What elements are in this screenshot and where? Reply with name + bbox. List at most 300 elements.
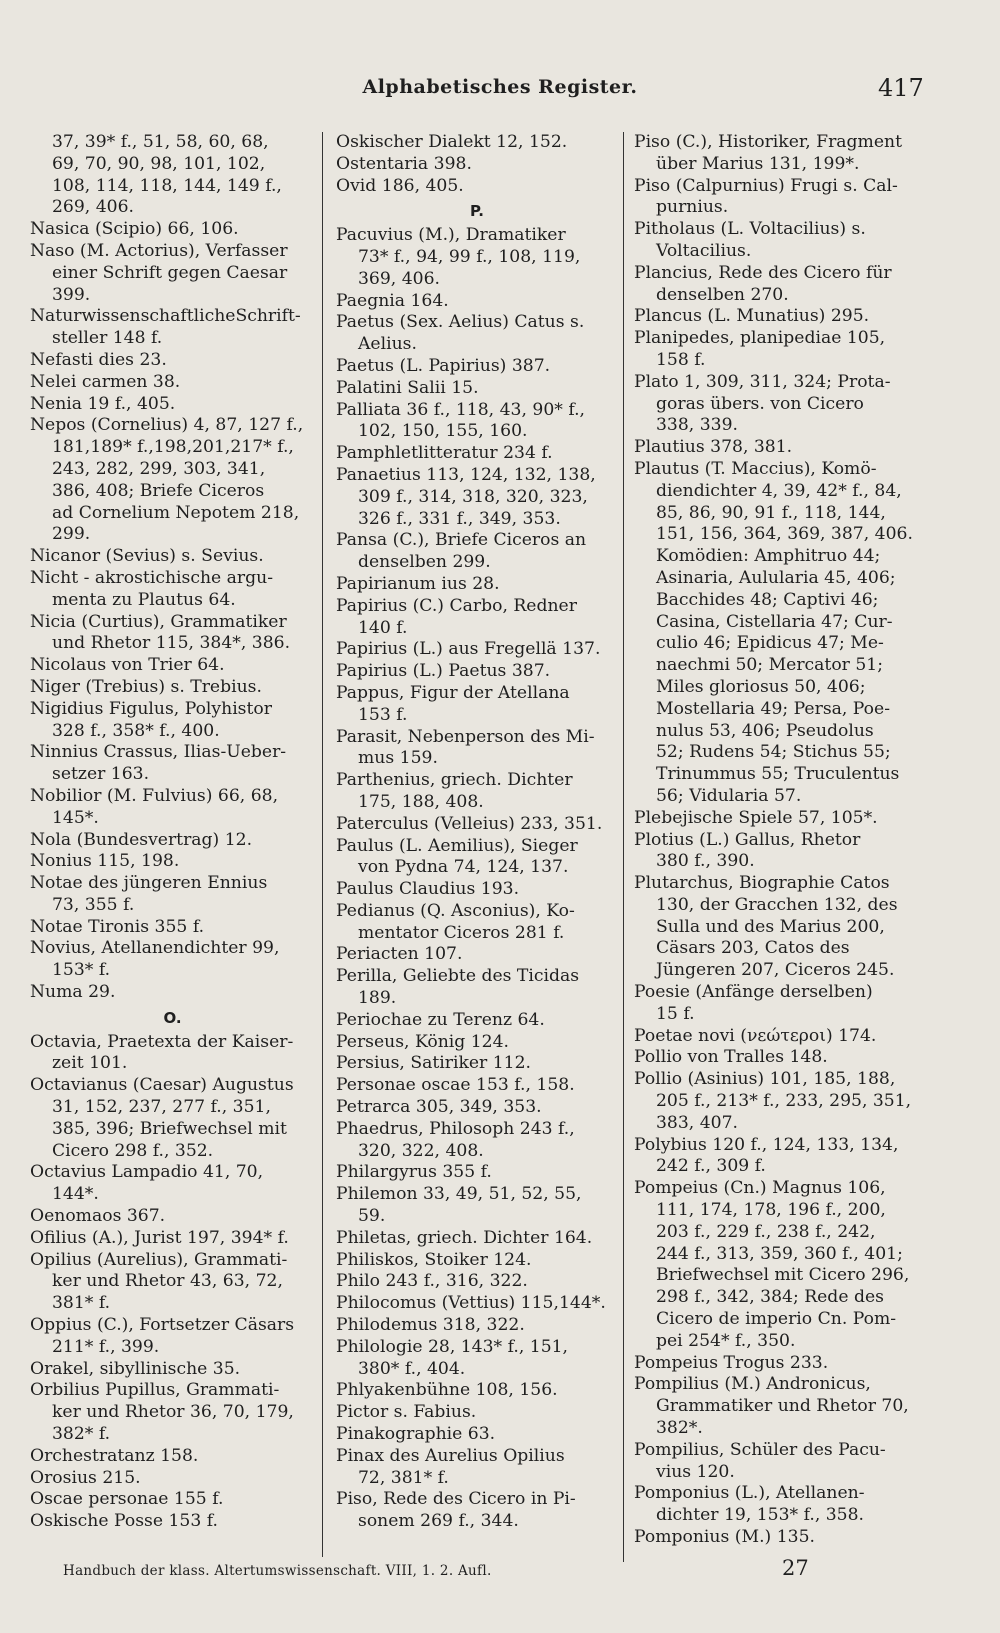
index-entry [634,1026,934,1048]
entry-line: Nobilior (M. Fulvius) 66, 68, [30,785,279,806]
entry-line: Plebejische Spiele 57, 105*. [634,807,878,828]
index-entry [336,639,618,661]
index-entry [336,727,618,771]
entry-line: 205 f., 213* f., 233, 295, 351, [656,1091,912,1112]
entry-line: Poetae novi (νεώτεροι) 174. [634,1025,877,1046]
index-entry [336,1075,618,1097]
entry-line: 158 f. [656,349,706,370]
index-entry [634,263,934,307]
index-entry [634,372,934,437]
entry-line: Orakel, sibyllinische 35. [30,1358,241,1379]
entry-line: 153 f. [358,704,408,725]
entry-line: Nepos (Cornelius) 4, 87, 127 f., [30,415,304,436]
index-entry [336,574,618,596]
entry-line: Parasit, Nebenperson des Mi- [336,726,595,747]
index-entry [30,1315,315,1359]
entry-line: 56; Vidularia 57. [656,785,802,806]
index-entry [634,437,934,459]
index-entry [634,1527,934,1549]
entry-line: 380 f., 390. [656,851,755,872]
entry-line: Philemon 33, 49, 51, 52, 55, [336,1184,582,1205]
index-entry [634,830,934,874]
entry-line: Jüngeren 207, Ciceros 245. [656,960,895,981]
entry-line: Palatini Salii 15. [336,377,479,398]
entry-line: Pompeius (Cn.) Magnus 106, [634,1178,886,1199]
entry-line: Pollio (Asinius) 101, 185, 188, [634,1069,896,1090]
entry-line: naechmi 50; Mercator 51; [656,655,884,676]
index-entry [634,176,934,220]
index-entry [634,808,934,830]
entry-line: Niger (Trebius) s. Trebius. [30,676,262,697]
index-entry [30,699,315,743]
entry-line: Polybius 120 f., 124, 133, 134, [634,1134,899,1155]
index-entry [30,1511,315,1533]
entry-line: Nicht - akrostichische argu- [30,567,274,588]
entry-line: Periochae zu Terenz 64. [336,1009,545,1030]
index-entry [30,546,315,568]
entry-line: Pitholaus (L. Voltacilius) s. [634,219,866,240]
index-entry [336,1315,618,1337]
index-entry [634,459,934,546]
entry-line: Paterculus (Velleius) 233, 351. [336,813,603,834]
index-entry [634,1135,934,1179]
entry-line: steller 148 f. [52,328,163,349]
entry-line: 145*. [52,807,99,828]
index-entry [336,683,618,727]
entry-line: 72, 381* f. [358,1467,449,1488]
entry-line: Nonius 115, 198. [30,851,180,872]
entry-line: Cicero de imperio Cn. Pom- [656,1309,897,1330]
entry-line: Papirianum ius 28. [336,573,500,594]
entry-line: 130, der Gracchen 132, des [656,894,898,915]
entry-line: 211* f., 399. [52,1336,160,1357]
entry-line: O. [163,1008,182,1027]
entry-line: 151, 156, 364, 369, 387, 406. [656,524,913,545]
index-column-middle [336,132,618,1533]
entry-line: Pompilius (M.) Andronicus, [634,1374,871,1395]
entry-line: Nicanor (Sevius) s. Sevius. [30,546,264,567]
entry-line: Nenia 19 f., 405. [30,393,176,414]
entry-line: Novius, Atellanendichter 99, [30,938,280,959]
entry-line: Paulus Claudius 193. [336,879,520,900]
index-entry [634,1047,934,1069]
index-entry [336,1010,618,1032]
entry-line: über Marius 131, 199*. [656,153,860,174]
entry-line: 144*. [52,1184,99,1205]
index-entry [634,1483,934,1527]
entry-line: menta zu Plautus 64. [52,589,236,610]
entry-line: Pinakographie 63. [336,1424,496,1445]
entry-line: Pictor s. Fabius. [336,1402,477,1423]
entry-line: Paetus (L. Papirius) 387. [336,355,551,376]
entry-line: Pomponius (L.), Atellanen- [634,1483,865,1504]
index-entry [30,1489,315,1511]
section-letter [336,201,618,223]
index-entry [336,770,618,814]
index-entry [30,786,315,830]
entry-line: Poesie (Anfänge derselben) [634,982,873,1003]
entry-line: 73* f., 94, 99 f., 108, 119, [358,246,581,267]
index-entry [336,596,618,640]
entry-line: 269, 406. [52,197,135,218]
entry-line: zeit 101. [52,1053,128,1074]
index-entry [336,225,618,290]
entry-line: 140 f. [358,617,408,638]
entry-line: Philargyrus 355 f. [336,1162,492,1183]
entry-line: dichter 19, 153* f., 358. [656,1505,865,1526]
index-entry [336,944,618,966]
index-entry [30,1446,315,1468]
index-entry [336,465,618,530]
entry-line: Pollio von Tralles 148. [634,1047,828,1068]
index-entry [634,1440,934,1484]
column-divider [623,132,624,1562]
index-entry [336,1032,618,1054]
entry-line: Grammatiker und Rhetor 70, [656,1396,909,1417]
entry-line: Pacuvius (M.), Dramatiker [336,225,566,246]
entry-line: 369, 406. [358,268,441,289]
index-column-right [634,132,934,1549]
entry-line: 108, 114, 118, 144, 149 f., [52,175,282,196]
entry-line: denselben 299. [358,552,491,573]
column-divider [322,132,323,1557]
index-entry [336,1446,618,1490]
index-entry [336,443,618,465]
entry-line: Oscae personae 155 f. [30,1489,224,1510]
entry-line: 383, 407. [656,1112,739,1133]
entry-line: Periacten 107. [336,944,463,965]
entry-line: Nefasti dies 23. [30,349,167,370]
entry-line: Piso (Calpurnius) Frugi s. Cal- [634,175,898,196]
entry-line: 382* f. [52,1424,111,1445]
entry-line: Papirius (L.) Paetus 387. [336,661,551,682]
index-entry [30,917,315,939]
entry-line: 189. [358,988,397,1009]
entry-line: sonem 269 f., 344. [358,1511,519,1532]
entry-line: NaturwissenschaftlicheSchrift- [30,306,301,327]
entry-line: Nasica (Scipio) 66, 106. [30,219,239,240]
entry-line: 382*. [656,1418,703,1439]
index-entry [336,661,618,683]
entry-line: Nicia (Curtius), Grammatiker [30,611,287,632]
index-entry [30,394,315,416]
entry-line: 326 f., 331 f., 349, 353. [358,508,561,529]
index-entry [336,966,618,1010]
entry-line: 381* f. [52,1293,111,1314]
index-entry [634,1069,934,1134]
index-entry [634,1374,934,1439]
index-entry [30,982,315,1004]
entry-line: Petrarca 305, 349, 353. [336,1097,542,1118]
entry-line: 153* f. [52,960,111,981]
entry-line: mentator Ciceros 281 f. [358,922,565,943]
index-entry [634,1353,934,1375]
entry-line: Trinummus 55; Truculentus [656,764,900,785]
entry-line: 59. [358,1206,386,1227]
entry-line: Orbilius Pupillus, Grammati- [30,1380,280,1401]
entry-line: Aelius. [358,334,417,355]
entry-line: Cäsars 203, Catos des [656,938,850,959]
entry-line: culio 46; Epidicus 47; Me- [656,633,884,654]
entry-line: Ninnius Crassus, Ilias-Ueber- [30,742,287,763]
index-entry [336,1489,618,1533]
entry-line: 31, 152, 237, 277 f., 351, [52,1097,271,1118]
entry-line: Opilius (Aurelius), Grammati- [30,1249,288,1270]
entry-line: Orchestratanz 158. [30,1445,199,1466]
index-entry [30,1228,315,1250]
entry-line: mus 159. [358,748,438,769]
index-entry [30,1206,315,1228]
entry-line: und Rhetor 115, 384*, 386. [52,633,291,654]
entry-line: Plancus (L. Munatius) 295. [634,306,870,327]
index-entry [336,1337,618,1381]
entry-line: Philetas, griech. Dichter 164. [336,1227,593,1248]
entry-line: 338, 339. [656,415,739,436]
entry-line: 203 f., 229 f., 238 f., 242, [656,1221,876,1242]
entry-line: 73, 355 f. [52,894,135,915]
entry-line: Nelei carmen 38. [30,371,181,392]
entry-line: 320, 322, 408. [358,1140,484,1161]
entry-line: Papirius (L.) aus Fregellä 137. [336,639,601,660]
index-entry [634,219,934,263]
entry-line: Parthenius, griech. Dichter [336,770,573,791]
entry-line: Voltacilius. [656,240,752,261]
index-entry [30,612,315,656]
entry-line: Plautus (T. Maccius), Komö- [634,458,877,479]
index-entry [30,1250,315,1315]
entry-line: P. [470,202,484,221]
entry-line: 181,189* f.,198,201,217* f., [52,437,294,458]
entry-line: Oppius (C.), Fortsetzer Cäsars [30,1315,295,1336]
index-entry [336,1271,618,1293]
index-entry [30,568,315,612]
index-entry [336,312,618,356]
index-entry [30,938,315,982]
entry-line: Paegnia 164. [336,290,449,311]
entry-line: Octavius Lampadio 41, 70, [30,1162,264,1183]
entry-line: purnius. [656,197,729,218]
entry-line: Oskische Posse 153 f. [30,1511,218,1532]
entry-line: 111, 174, 178, 196 f., 200, [656,1200,886,1221]
entry-line: pei 254* f., 350. [656,1330,796,1351]
index-entry [30,1075,315,1162]
entry-line: Mostellaria 49; Persa, Poe- [656,698,891,719]
section-letter [30,1008,315,1030]
entry-line: Pansa (C.), Briefe Ciceros an [336,530,587,551]
index-entry [336,154,618,176]
entry-line: Piso (C.), Historiker, Fragment [634,132,902,152]
entry-line: Casina, Cistellaria 47; Cur- [656,611,893,632]
entry-line: Plutarchus, Biographie Catos [634,873,890,894]
entry-line: Notae Tironis 355 f. [30,916,205,937]
index-entry [336,291,618,313]
entry-line: Phaedrus, Philosoph 243 f., [336,1118,575,1139]
entry-line: Octavianus (Caesar) Augustus [30,1075,294,1096]
entry-line: 244 f., 313, 359, 360 f., 401; [656,1243,903,1264]
entry-line: 386, 408; Briefe Ciceros [52,480,265,501]
entry-line: Persius, Satiriker 112. [336,1053,531,1074]
entry-line: Plautius 378, 381. [634,437,793,458]
entry-line: goras übers. von Cicero [656,393,864,414]
index-entry [30,677,315,699]
entry-line: Naso (M. Actorius), Verfasser [30,240,288,261]
entry-line: Octavia, Praetexta der Kaiser- [30,1031,294,1052]
entry-line: denselben 270. [656,284,789,305]
index-entry [30,132,315,219]
index-entry [336,1119,618,1163]
entry-line: 52; Rudens 54; Stichus 55; [656,742,891,763]
entry-line: Pinax des Aurelius Opilius [336,1445,565,1466]
entry-line: Nicolaus von Trier 64. [30,655,225,676]
entry-line: 242 f., 309 f. [656,1156,766,1177]
index-entry [336,1380,618,1402]
page-number: 417 [878,74,924,102]
entry-line: 102, 150, 155, 160. [358,421,528,442]
entry-line: 399. [52,284,91,305]
running-header: Alphabetisches Register. [362,76,638,98]
entry-line: 380* f., 404. [358,1358,466,1379]
index-entry [336,356,618,378]
entry-line: Ofilius (A.), Jurist 197, 394* f. [30,1227,289,1248]
entry-line: 299. [52,524,91,545]
entry-line: ad Cornelium Nepotem 218, [52,502,300,523]
entry-line: Philiskos, Stoiker 124. [336,1249,532,1270]
index-entry [30,1359,315,1381]
entry-line: Perilla, Geliebte des Ticidas [336,966,580,987]
entry-line: Notae des jüngeren Ennius [30,873,268,894]
index-entry [336,1228,618,1250]
index-entry [30,1162,315,1206]
entry-line: setzer 163. [52,764,150,785]
index-entry [30,1032,315,1076]
index-entry [336,400,618,444]
index-entry [336,1402,618,1424]
entry-line: ker und Rhetor 43, 63, 72, [52,1271,283,1292]
entry-line: Philodemus 318, 322. [336,1315,525,1336]
entry-line: Nola (Bundesvertrag) 12. [30,829,253,850]
entry-line: Papirius (C.) Carbo, Redner [336,595,577,616]
entry-line: 15 f. [656,1003,695,1024]
index-entry [30,306,315,350]
entry-line: nulus 53, 406; Pseudolus [656,720,874,741]
entry-line: Briefwechsel mit Cicero 296, [656,1265,910,1286]
entry-line: Komödien: Amphitruo 44; [656,546,881,567]
entry-line: vius 120. [656,1461,735,1482]
index-column-left [30,132,315,1533]
entry-line: Planipedes, planipediae 105, [634,328,886,349]
index-entry [336,836,618,880]
entry-line: 309 f., 314, 318, 320, 323, [358,486,588,507]
index-entry [634,546,934,808]
entry-line: 69, 70, 90, 98, 101, 102, [52,153,266,174]
publication-footer: Handbuch der klass. Altertumswissenschaft. VIII, 1. 2. Aufl. [63,1563,492,1579]
index-entry [634,328,934,372]
index-entry [30,1380,315,1445]
index-entry [30,415,315,546]
entry-line: Nigidius Figulus, Polyhistor [30,698,272,719]
entry-line: Philocomus (Vettius) 115,144*. [336,1293,606,1314]
index-entry [634,982,934,1026]
index-entry [30,350,315,372]
entry-line: Philo 243 f., 316, 322. [336,1271,528,1292]
index-entry [336,1293,618,1315]
index-entry [336,176,618,198]
index-entry [336,1053,618,1075]
entry-line: Pomponius (M.) 135. [634,1527,815,1547]
entry-line: Orosius 215. [30,1467,141,1488]
entry-line: Oenomaos 367. [30,1206,166,1227]
entry-line: Oskischer Dialekt 12, 152. [336,132,568,152]
index-entry [634,306,934,328]
entry-line: Pompeius Trogus 233. [634,1352,829,1373]
index-entry [336,1162,618,1184]
entry-line: Ostentaria 398. [336,153,472,174]
entry-line: ker und Rhetor 36, 70, 179, [52,1402,294,1423]
index-entry [30,655,315,677]
index-entry [336,1424,618,1446]
signature-mark: 27 [782,1556,809,1580]
index-entry [336,814,618,836]
entry-line: Paetus (Sex. Aelius) Catus s. [336,312,585,333]
entry-line: einer Schrift gegen Caesar [52,262,288,283]
entry-line: Ovid 186, 405. [336,175,464,196]
entry-line: 385, 396; Briefwechsel mit [52,1118,287,1139]
index-entry [30,1468,315,1490]
entry-line: Panaetius 113, 124, 132, 138, [336,464,596,485]
entry-line: Numa 29. [30,982,116,1003]
entry-line: Bacchides 48; Captivi 46; [656,589,879,610]
index-entry [30,742,315,786]
index-entry [30,219,315,241]
entry-line: Miles gloriosus 50, 406; [656,676,866,697]
index-entry [634,132,934,176]
entry-line: Cicero 298 f., 352. [52,1140,214,1161]
entry-line: Sulla und des Marius 200, [656,916,885,937]
entry-line: Paulus (L. Aemilius), Sieger [336,835,578,856]
entry-line: Philologie 28, 143* f., 151, [336,1336,569,1357]
index-entry [336,1097,618,1119]
entry-line: Pompilius, Schüler des Pacu- [634,1439,886,1460]
entry-line: Pamphletlitteratur 234 f. [336,443,553,464]
index-entry [30,873,315,917]
index-entry [336,1250,618,1272]
entry-line: von Pydna 74, 124, 137. [358,857,569,878]
entry-line: diendichter 4, 39, 42* f., 84, [656,480,902,501]
index-entry [30,851,315,873]
entry-line: Piso, Rede des Cicero in Pi- [336,1489,576,1510]
index-entry [634,873,934,982]
entry-line: Palliata 36 f., 118, 43, 90* f., [336,399,585,420]
entry-line: 85, 86, 90, 91 f., 118, 144, [656,502,886,523]
entry-line: Pedianus (Q. Asconius), Ko- [336,900,575,921]
index-entry [336,879,618,901]
entry-line: 328 f., 358* f., 400. [52,720,220,741]
entry-line: Personae oscae 153 f., 158. [336,1075,575,1096]
entry-line: Plato 1, 309, 311, 324; Prota- [634,371,891,392]
index-entry [634,1178,934,1352]
entry-line: Plancius, Rede des Cicero für [634,262,892,283]
index-entry [336,132,618,154]
index-entry [336,530,618,574]
index-entry [336,901,618,945]
entry-line: Plotius (L.) Gallus, Rhetor [634,829,861,850]
index-entry [30,830,315,852]
entry-line: 298 f., 342, 384; Rede des [656,1287,884,1308]
index-entry [30,372,315,394]
index-entry [336,378,618,400]
entry-line: 37, 39* f., 51, 58, 60, 68, [52,132,269,152]
entry-line: Asinaria, Aulularia 45, 406; [656,567,896,588]
